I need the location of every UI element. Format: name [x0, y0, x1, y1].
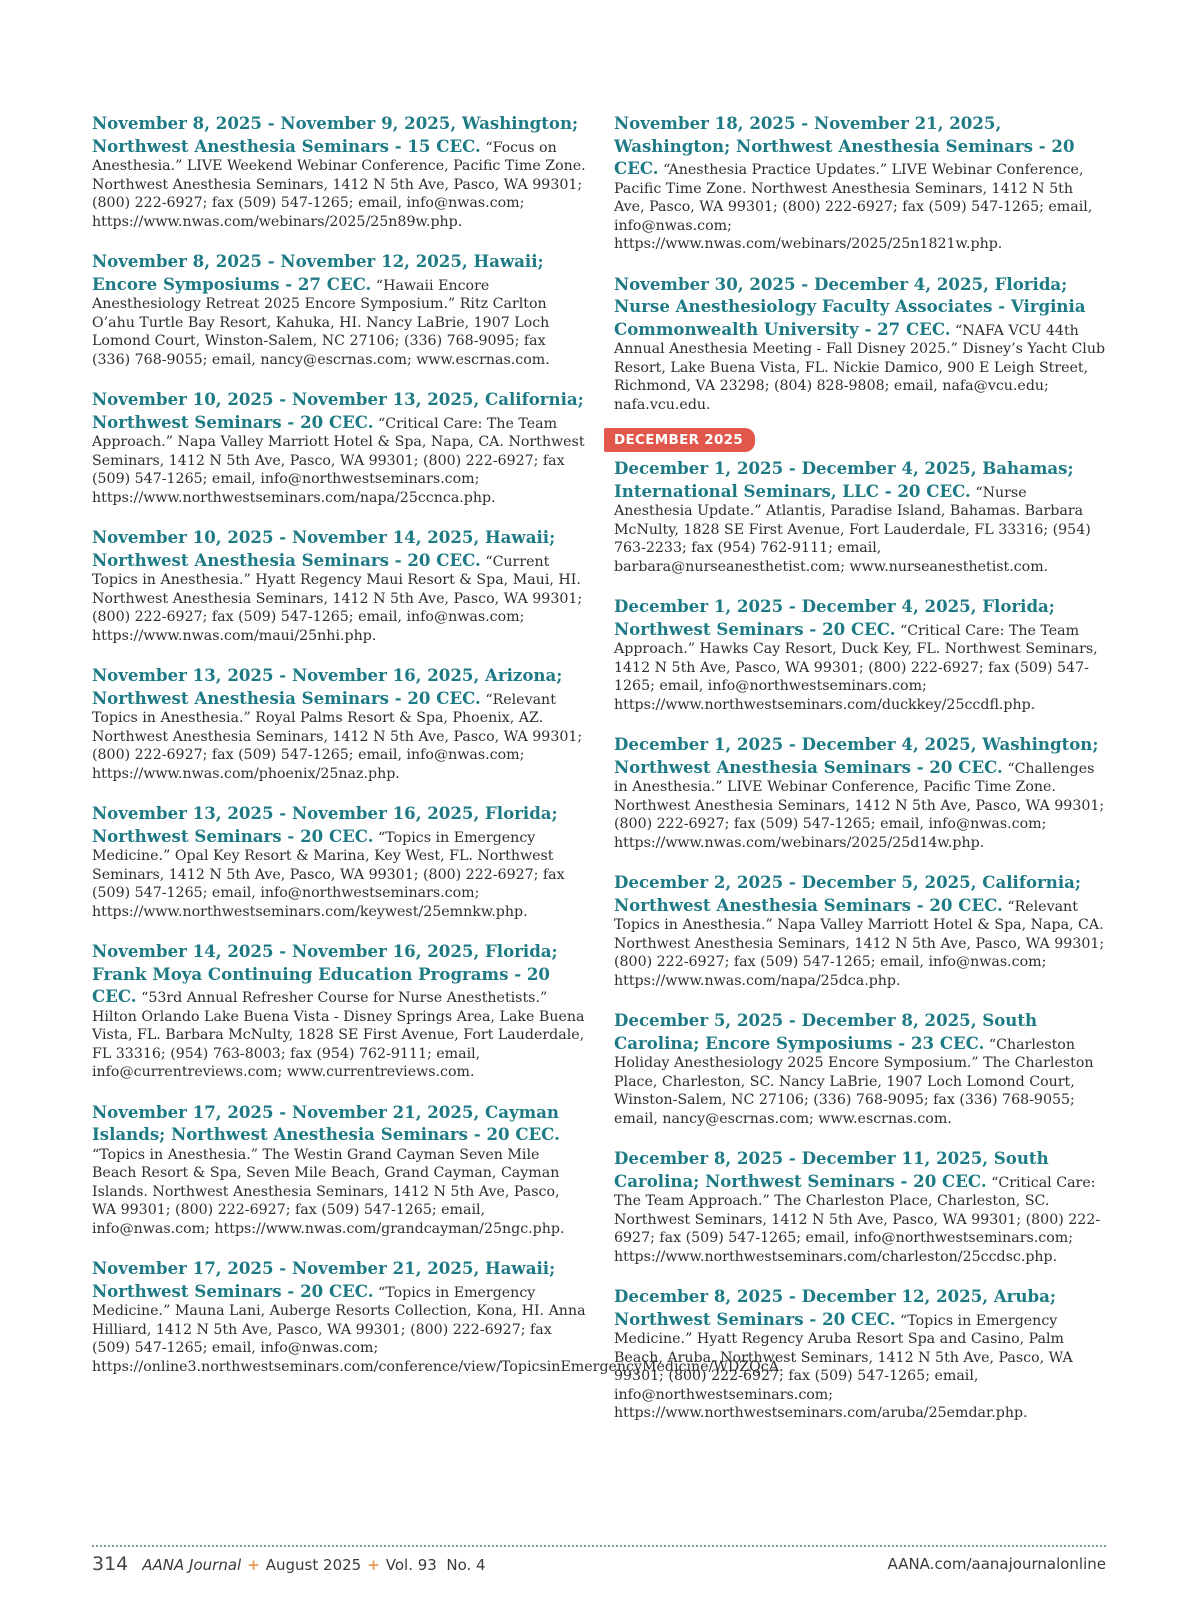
month-section-label: DECEMBER 2025 — [604, 428, 755, 452]
event-listing — [614, 733, 1106, 852]
event-heading: November 13, 2025 - November 16, 2025, Arizona; Northwest Anesthesia Seminars - 20 CEC. — [92, 665, 563, 708]
event-details: “Focus on Anesthesia.” LIVE Weekend Webinar Conference, Pacific Time Zone. Northwest Anesthesia Seminars, 1412 N 5th Ave, Pasco, WA 99301; (800) 222-6927; fax (509) 547-1265; email, info@nwas.com; https://www.nwas.com/webinars/2025/25n89w.php. — [92, 139, 586, 230]
event-details: “Nurse Anesthesia Update.” Atlantis, Paradise Island, Bahamas. Barbara McNulty, 1828 SE First Avenue, Fort Lauderdale, FL 33316; (954) 763-2233; fax (954) 762-9111; email, barbara@nurseanesthetist.com; www.nurseanesthetist.com. — [614, 484, 1091, 575]
event-heading: December 1, 2025 - December 4, 2025, Washington; Northwest Anesthesia Seminars - 20 CEC. — [614, 734, 1099, 777]
event-details: “Relevant Topics in Anesthesia.” Royal Palms Resort & Spa, Phoenix, AZ. Northwest Anesthesia Seminars, 1412 N 5th Ave, Pasco, WA 99301; (800) 222-6927; fax (509) 547-1265; email, info@nwas.com; https://www.nwas.com/phoenix/25naz.php. — [92, 691, 583, 782]
event-details: “Anesthesia Practice Updates.” LIVE Webinar Conference, Pacific Time Zone. Northwest Anesthesia Seminars, 1412 N 5th Ave, Pasco, WA 99301; (800) 222-6927; fax (509) 547-1265; email, info@nwas.com; https://www.nwas.com/webinars/2025/25n1821w.php. — [614, 162, 1093, 252]
event-listing — [614, 595, 1106, 714]
event-listing — [614, 1285, 1106, 1423]
event-listing — [614, 1009, 1106, 1128]
event-details: “Charleston Holiday Anesthesiology 2025 Encore Symposium.” The Charleston Place, Charleston, SC. Nancy LaBrie, 1907 Loch Lomond Court, Winston-Salem, NC 27106; (336) 768-9095; fax (336) 768-9055; email, nancy@escrnas.com; www.escrnas.com. — [614, 1036, 1094, 1127]
event-listing — [92, 250, 588, 369]
event-heading: November 18, 2025 - November 21, 2025, Washington; Northwest Anesthesia Seminars - 20 CEC. — [614, 113, 1075, 178]
event-listing — [92, 388, 588, 507]
volume-number: Vol. 93 No. 4 — [385, 1556, 486, 1574]
event-heading: November 8, 2025 - November 12, 2025, Hawaii; Encore Symposiums - 27 CEC. — [92, 251, 544, 294]
event-heading: December 1, 2025 - December 4, 2025, Florida; Northwest Seminars - 20 CEC. — [614, 596, 1055, 639]
event-heading: December 5, 2025 - December 8, 2025, South Carolina; Encore Symposiums - 23 CEC. — [614, 1010, 1038, 1053]
event-listing — [92, 940, 588, 1082]
footer-separator: + — [367, 1556, 380, 1574]
event-heading: November 8, 2025 - November 9, 2025, Washington; Northwest Anesthesia Seminars - 15 CEC. — [92, 113, 579, 156]
event-details: “Challenges in Anesthesia.” LIVE Webinar Conference, Pacific Time Zone. Northwest Anesthesia Seminars, 1412 N 5th Ave, Pasco, WA 99301; (800) 222-6927; fax (509) 547-1265; email, info@nwas.com; https://www.nwas.com/webinars/2025/25d14w.php. — [614, 760, 1105, 851]
event-details: “Critical Care: The Team Approach.” Napa Valley Marriott Hotel & Spa, Napa, CA. Northwest Seminars, 1412 N 5th Ave, Pasco, WA 99301; (800) 222-6927; fax (509) 547-1265; email, info@northwestseminars.com; https://www.northwestseminars.com/napa/25ccnca.php. — [92, 415, 585, 506]
event-details: “Critical Care: The Team Approach.” The Charleston Place, Charleston, SC. Northwest Seminars, 1412 N 5th Ave, Pasco, WA 99301; (800) 222-6927; fax (509) 547-1265; email, info@northwestseminars.com; https://www.northwestseminars.com/charleston/25ccdsc.php. — [614, 1174, 1101, 1265]
event-listing — [614, 273, 1106, 415]
event-heading: November 17, 2025 - November 21, 2025, Hawaii; Northwest Seminars - 20 CEC. — [92, 1258, 556, 1301]
event-listing — [614, 457, 1106, 576]
event-heading: November 10, 2025 - November 14, 2025, Hawaii; Northwest Anesthesia Seminars - 20 CEC. — [92, 527, 556, 570]
issue-date: August 2025 — [265, 1556, 362, 1574]
event-listing — [92, 526, 588, 645]
footer-citation — [92, 1553, 486, 1575]
footer-divider — [92, 1545, 1106, 1547]
event-listing — [92, 802, 588, 921]
event-details: “Topics in Emergency Medicine.” Mauna Lani, Auberge Resorts Collection, Kona, HI. Anna Hilliard, 1412 N 5th Ave, Pasco, WA 99301; (800) 222-6927; fax (509) 547-1265; email, info@nwas.com; https://online3.northwestseminars.com/conference/view/TopicsinEmergencyMedicine/WDZQcA. — [92, 1284, 784, 1375]
event-details: “Topics in Emergency Medicine.” Opal Key Resort & Marina, Key West, FL. Northwest Seminars, 1412 N 5th Ave, Pasco, WA 99301; (800) 222-6927; fax (509) 547-1265; email, info@northwestseminars.com; https://www.northwestseminars.com/keywest/25emnkw.php. — [92, 829, 565, 920]
event-heading: December 8, 2025 - December 12, 2025, Aruba; Northwest Seminars - 20 CEC. — [614, 1286, 1056, 1329]
page-number: 314 — [92, 1553, 129, 1575]
page-footer — [92, 1553, 1106, 1583]
journal-url: AANA.com/aanajournalonline — [887, 1555, 1106, 1573]
event-listing — [614, 1147, 1106, 1266]
event-listing — [92, 112, 588, 231]
event-listing — [614, 871, 1106, 990]
event-heading: November 10, 2025 - November 13, 2025, California; Northwest Seminars - 20 CEC. — [92, 389, 584, 432]
event-listing — [614, 112, 1106, 254]
event-heading: December 2, 2025 - December 5, 2025, California; Northwest Anesthesia Seminars - 20 CEC. — [614, 872, 1082, 915]
footer-separator: + — [247, 1556, 260, 1574]
event-details: “Hawaii Encore Anesthesiology Retreat 2025 Encore Symposium.” Ritz Carlton O’ahu Turtle Bay Resort, Kahuka, HI. Nancy LaBrie, 1907 Loch Lomond Court, Winston-Salem, NC 27106; (336) 768-9095; fax (336) 768-9055; email, nancy@escrnas.com; www.escrnas.com. — [92, 277, 550, 368]
event-details: “Current Topics in Anesthesia.” Hyatt Regency Maui Resort & Spa, Maui, HI. Northwest Anesthesia Seminars, 1412 N 5th Ave, Pasco, WA 99301; (800) 222-6927; fax (509) 547-1265; email, info@nwas.com; https://www.nwas.com/maui/25nhi.php. — [92, 553, 583, 644]
event-heading: November 17, 2025 - November 21, 2025, Cayman Islands; Northwest Anesthesia Seminars - 20 CEC. — [92, 1101, 560, 1144]
event-heading: December 8, 2025 - December 11, 2025, South Carolina; Northwest Seminars - 20 CEC. — [614, 1148, 1049, 1191]
event-heading: November 13, 2025 - November 16, 2025, Florida; Northwest Seminars - 20 CEC. — [92, 803, 558, 846]
event-listing — [92, 1257, 784, 1376]
event-details: “Critical Care: The Team Approach.” Hawks Cay Resort, Duck Key, FL. Northwest Seminars, 1412 N 5th Ave, Pasco, WA 99301; (800) 222-6927; fax (509) 547-1265; email, info@northwestseminars.com; https://www.northwestseminars.com/duckkey/25ccdfl.php. — [614, 622, 1098, 713]
right-column — [614, 112, 1106, 1442]
event-heading: November 30, 2025 - December 4, 2025, Florida; Nurse Anesthesiology Faculty Associates - Virginia Commonwealth University - 27 CEC. — [614, 273, 1086, 339]
event-details: “53rd Annual Refresher Course for Nurse Anesthetists.” Hilton Orlando Lake Buena Vista - Disney Springs Area, Lake Buena Vista, FL. Barbara McNulty, 1828 SE First Avenue, Fort Lauderdale, FL 33316; (954) 763-8003; fax (954) 762-9111; email, info@currentreviews.com; www.currentreviews.com. — [92, 990, 585, 1080]
event-details: “Relevant Topics in Anesthesia.” Napa Valley Marriott Hotel & Spa, Napa, CA. Northwest Anesthesia Seminars, 1412 N 5th Ave, Pasco, WA 99301; (800) 222-6927; fax (509) 547-1265; email, info@nwas.com; https://www.nwas.com/napa/25dca.php. — [614, 898, 1105, 989]
event-details: “Topics in Emergency Medicine.” Hyatt Regency Aruba Resort Spa and Casino, Palm Beach, Aruba. Northwest Seminars, 1412 N 5th Ave, Pasco, WA 99301; (800) 222-6927; fax (509) 547-1265; email, info@northwestseminars.com; https://www.northwestseminars.com/aruba/25emdar.php. — [614, 1312, 1073, 1421]
event-details: “Topics in Anesthesia.” The Westin Grand Cayman Seven Mile Beach Resort & Spa, Seven Mile Beach, Grand Cayman, Cayman Islands. Northwest Anesthesia Seminars, 1412 N 5th Ave, Pasco, WA 99301; (800) 222-6927; fax (509) 547-1265; email, info@nwas.com; https://www.nwas.com/grandcayman/25ngc.php. — [92, 1146, 565, 1237]
event-listing — [92, 664, 588, 783]
event-heading: December 1, 2025 - December 4, 2025, Bahamas; International Seminars, LLC - 20 CEC. — [614, 458, 1074, 501]
event-listing — [92, 1101, 588, 1239]
event-heading: November 14, 2025 - November 16, 2025, Florida; Frank Moya Continuing Education Programs - 20 CEC. — [92, 941, 558, 1006]
event-details: “NAFA VCU 44th Annual Anesthesia Meeting - Fall Disney 2025.” Disney’s Yacht Club Resort, Lake Buena Vista, FL. Nickie Damico, 900 E Leigh Street, Richmond, VA 23298; (804) 828-9808; email, nafa@vcu.edu; nafa.vcu.edu. — [614, 322, 1106, 413]
journal-name: AANA Journal — [142, 1556, 242, 1574]
